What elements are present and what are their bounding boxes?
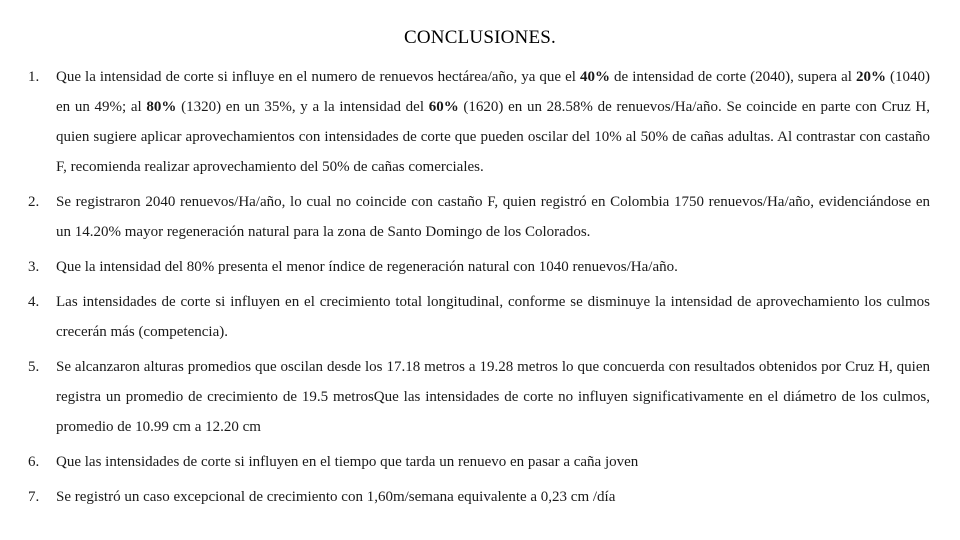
- item-text: Las intensidades de corte si influyen en el crecimiento total longitudinal, conforme se disminuye la intensidad de aprovechamiento los culmos crecerán más (competencia).: [56, 294, 930, 340]
- item-text: (1620) en un 28.58% de renuevos/Ha/año. Se coincide en parte con Cruz H, quien sugiere aplicar aprovechamientos con intensidades de corte que pueden oscilar del 10% al 50% de cañas adultas. Al contrastar con castaño F, recomienda realizar aprovechamiento del 50% de cañas comerciales.: [56, 99, 930, 175]
- emphasized-percentage: 40%: [580, 69, 610, 85]
- item-text: Se registró un caso excepcional de crecimiento con 1,60m/semana equivalente a 0,23 cm /día: [56, 489, 616, 505]
- item-number: 4.: [28, 294, 40, 310]
- item-text: Que las intensidades de corte si influyen en el tiempo que tarda un renuevo en pasar a caña joven: [56, 454, 639, 470]
- item-number: 1.: [28, 69, 40, 85]
- emphasized-percentage: 20%: [855, 69, 886, 85]
- emphasized-percentage: 80%: [146, 99, 177, 115]
- conclusion-item: [28, 352, 930, 442]
- item-number: 3.: [28, 259, 40, 275]
- conclusions-list: [28, 62, 930, 512]
- item-number: 7.: [28, 489, 40, 505]
- item-text: Que la intensidad del 80% presenta el menor índice de regeneración natural con 1040 renuevos/Ha/año.: [56, 259, 678, 275]
- page-title: CONCLUSIONES.: [404, 27, 556, 48]
- item-text: Se alcanzaron alturas promedios que oscilan desde los 17.18 metros a 19.28 metros lo que concuerda con resultados obtenidos por Cruz H, quien registra un promedio de crecimiento de 19.5 metrosQue las intensidades de corte no influyen significativamente en el diámetro de los culmos, promedio de 10.99 cm a 12.20 cm: [56, 359, 930, 435]
- item-text: Se registraron 2040 renuevos/Ha/año, lo cual no coincide con castaño F, quien registró en Colombia 1750 renuevos/Ha/año, evidenciándose en un 14.20% mayor regeneración natural para la zona de Santo Domingo de los Colorados.: [56, 194, 930, 240]
- conclusion-item: [28, 447, 930, 477]
- item-number: 2.: [28, 194, 40, 210]
- item-text: de intensidad de corte (2040), supera al: [610, 69, 856, 85]
- item-number: 6.: [28, 454, 40, 470]
- conclusion-item: [28, 187, 930, 247]
- conclusion-item: [28, 482, 930, 512]
- item-text: (1320) en un 35%, y a la intensidad del: [176, 99, 429, 115]
- emphasized-percentage: 60%: [428, 99, 459, 115]
- item-number: 5.: [28, 359, 40, 375]
- item-text: Que la intensidad de corte si influye en el numero de renuevos hectárea/año, ya que el: [56, 69, 580, 85]
- conclusion-item: [28, 62, 930, 182]
- conclusion-item: [28, 252, 930, 282]
- item-text: (1040) en un 49%; al: [56, 69, 930, 115]
- conclusion-item: [28, 287, 930, 347]
